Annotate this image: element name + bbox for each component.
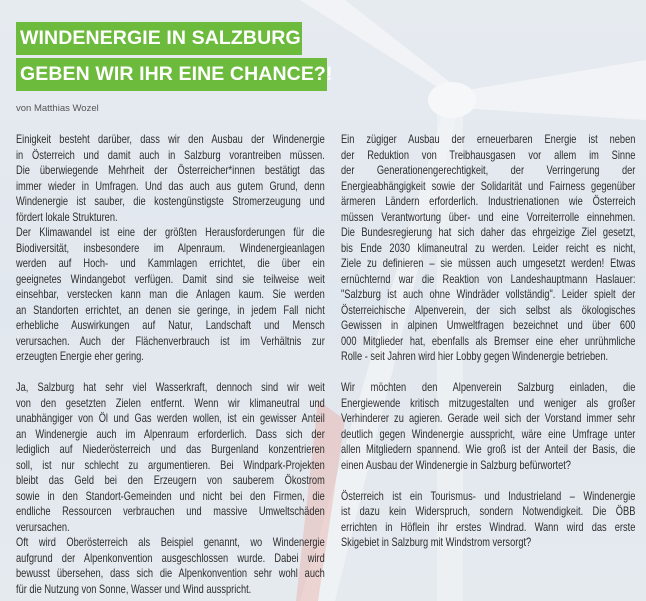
text-line: Österreich ist ein Tourismus- und Industrieland – Windenergie [341,489,636,503]
text-line: 000 Mitglieder hat, ebenfalls als Bremser eine eher unrühmliche [341,334,636,348]
text-line: Österreichische Alpenverein, der sich selbst als ökologisches [341,303,636,317]
text-line: an Standorten errichtet, an denen sie geringe, in jedem Fall nicht [16,303,325,317]
text-line: an Windenergie auch im Alpenraum erforderlich. Dass sich der [16,427,325,441]
text-line: geeignetes Windangebot verfügen. Damit sind sie teilweise weit [16,272,325,286]
text-line: erzeugten Energie eher gering. [16,350,144,363]
text-line: aufgrund der Alpenkonvention ausgeschlossen wurde. Dabei wird [16,551,325,565]
text-line: Die überwiegende Mehrheit der Österreicher*innen bestätigt das [16,164,325,177]
text-line: Windenergie ist sauber, die kostengünstigste Stromerzeugung und [16,195,325,208]
text-line: unabhängiger von Öl und Gas werden wollen, ist ein gewisser Anteil [16,412,325,425]
text-line: Biodiversität, insbesondere im Alpenraum. Windenergieanlagen [16,241,325,255]
text-line: Einigkeit besteht darüber, dass wir den Ausbau der Windenergie [16,133,325,146]
text-line: deutlich gegen Windenergie ausspricht, wäre eine Umfrage unter [341,427,636,441]
text-line: erhebliche Auswirkungen auf Natur, Landschaft und Mensch [16,319,325,332]
text-line: Energieabhängigkeit sowie der Solidarität und Fairness gegenüber [341,179,636,193]
text-line: Ein zügiger Ausbau der erneuerbaren Energie ist neben [341,133,636,146]
headline-line-1: WINDENERGIE IN SALZBURG [16,22,302,55]
turbine-hub [428,82,476,118]
headline-line-2: GEBEN WIR IHR EINE CHANCE?! [16,58,327,91]
text-line: Gewissen in alpinen Umweltfragen bezeichnet und über 600 [341,319,636,332]
paragraph [16,535,325,597]
text-line: Ziele zu definieren – sie müssen auch umgesetzt werden! Etwas [341,257,636,270]
text-line: ärmeren Ländern erforderlich. Industrienationen wie Österreich [341,195,636,208]
left-column [16,132,325,597]
right-column [341,132,635,551]
paragraph [16,132,325,225]
text-line: einsehbar, verstecken kann man die Anlagen kaum. Sie werden [16,288,325,301]
text-line: fördert lokale Strukturen. [16,210,118,224]
text-line: Verhinderer zu agieren. Gerade weil sich der Vorstand immer sehr [341,412,636,425]
text-line: Wir möchten den Alpenverein Salzburg einladen, die [341,381,636,394]
text-line: endliche Ressourcen verbrauchen und massive Umweltschäden [16,505,325,518]
text-line: Oft wird Oberösterreich als Beispiel genannt, wo Windenergie [16,536,325,549]
text-line: Rolle - seit Jahren wird hier Lobby gegen Windenergie betrieben. [341,350,609,363]
text-line: bewusst übersehen, dass sich die Alpenkonvention sehr wohl auch [16,567,325,580]
text-line: einen Ausbau der Windenergie in Salzburg befürwortet? [341,458,571,472]
text-line: in Österreich und damit auch in Salzburg vorantreiben müssen. [16,148,325,162]
paragraph-gap [16,365,325,381]
text-line: verursachen. Auch der Flächenverbrauch ist im Verhältnis zur [16,334,325,348]
text-line: Ja, Salzburg hat sehr viel Wasserkraft, dennoch sind wir weit [16,381,325,394]
text-line: verursachen. [16,520,70,534]
text-line: Der Klimawandel ist eine der größten Herausforderungen für die [16,226,325,239]
text-line: für die Nutzung von Sonne, Wasser und Wind ausspricht. [16,582,252,596]
text-line: soll, ist nur schlecht zu argumentieren. Bei Windpark-Projekten [16,458,325,472]
paragraph [16,380,325,535]
text-line: ist dazu kein Widerspruch, sondern Notwendigkeit. Die ÖBB [341,505,636,518]
turbine-blade-right [455,60,646,120]
paragraph-gap [341,473,635,489]
text-line: immer wieder in Umfragen. Und das auch aus gutem Grund, denn [16,179,325,193]
text-line: Die Bundesregierung hat sich daher das ehrgeizige Ziel gesetzt, [341,226,636,239]
paragraph-gap [341,365,635,381]
text-line: müssen Verantwortung über- und eine Vorreiterrolle einnehmen. [341,210,636,224]
text-line: werden auf Hoch- und Kammlagen errichtet, die über ein [16,257,325,270]
text-line: errichten in Höflein ihr erstes Windrad. Wann wird das erste [341,520,636,534]
text-line: bis Ende 2030 klimaneutral zu werden. Leider reicht es nicht, [341,241,636,255]
text-line: bleibt das Geld bei den Erzeugern von sauberem Ökostrom [16,474,325,487]
text-line: ernüchternd war die Reaktion von Landeshauptmann Haslauer: [341,272,636,286]
paragraph [16,225,325,365]
text-line: Skigebiet in Salzburg mit Windstrom versorgt? [341,536,532,549]
text-line: der Generationengerechtigkeit, der Verringerung der [341,164,636,177]
text-line: der Reduktion von Treibhausgasen vor allem im Sinne [341,148,636,162]
text-line: lediglich auf Niederösterreich und das Burgenland konzentrieren [16,443,325,456]
text-line: Energiewende kritisch mitzugestalten und weniger als großer [341,396,636,410]
text-line: "Salzburg ist auch ohne Windräder vollständig". Leider spielt der [341,288,636,301]
text-line: allen Mitgliedern spannend. Wie groß ist der Anteil der Basis, die [341,443,636,456]
text-line: von den gesetzten Zielen entfernt. Wenn wir klimaneutral und [16,396,325,410]
paragraph [341,380,635,473]
paragraph [341,489,635,551]
text-line: sowie in den Standort-Gemeinden und nicht bei den Firmen, die [16,489,325,503]
paragraph [341,132,635,365]
byline: von Matthias Wozel [16,103,99,114]
